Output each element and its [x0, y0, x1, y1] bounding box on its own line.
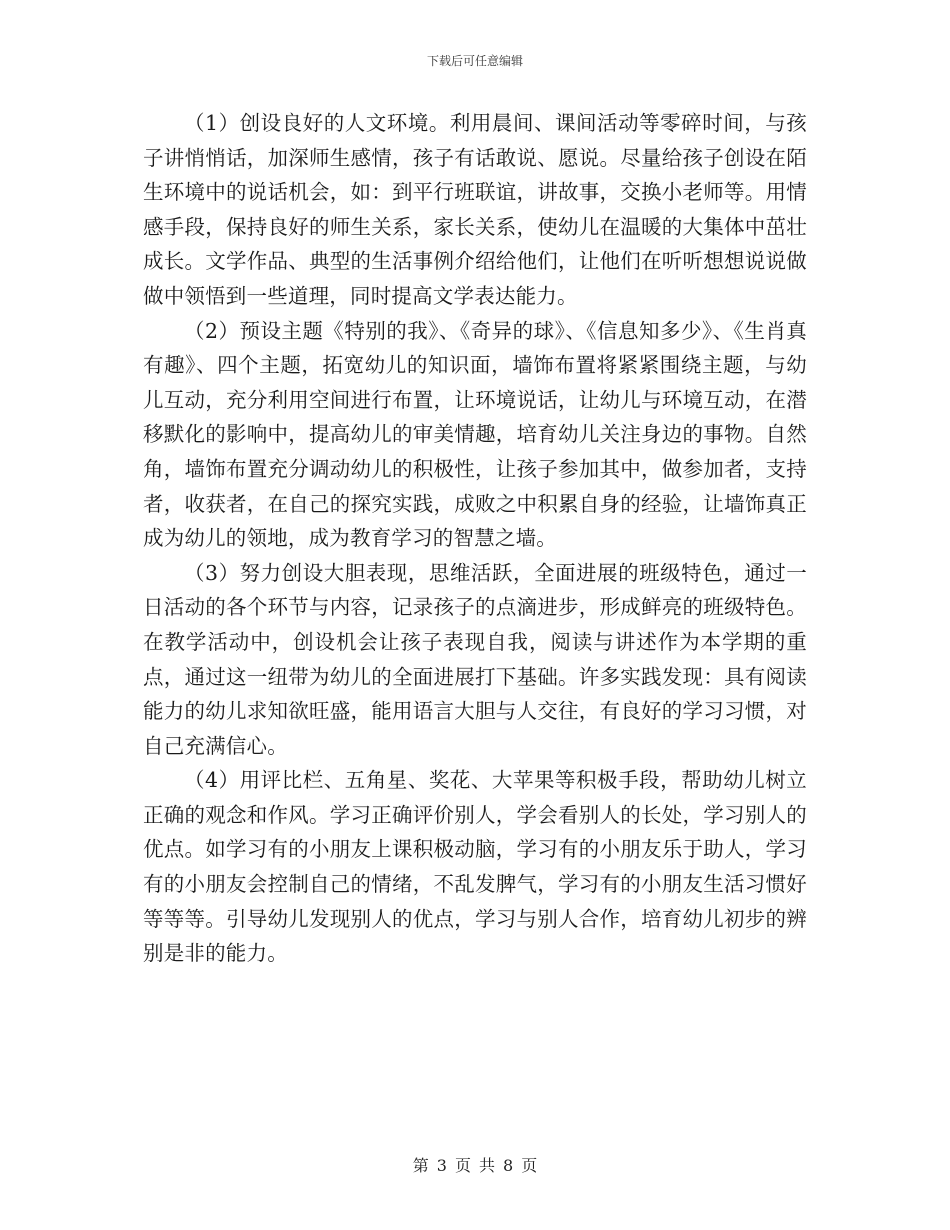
paragraph-2: （2）预设主题《特别的我》、《奇异的球》、《信息知多少》、《生肖真有趣》、四个主题，拓宽幼儿的知识面，墙饰布置将紧紧围绕主题，与幼儿互动，充分利用空间进行布置，让环境说话，让幼儿与环境互动，在潜移默化的影响中，提高幼儿的审美情趣，培育幼儿关注身边的事物。自然角，墙饰布置充分调动幼儿的积极性，让孩子参加其中，做参加者，支持者，收获者，在自己的探究实践，成败之中积累自身的经验，让墙饰真正成为幼儿的领地，成为教育学习的智慧之墙。 [143, 318, 807, 551]
paragraph-1: （1）创设良好的人文环境。利用晨间、课间活动等零碎时间，与孩子讲悄悄话，加深师生感情，孩子有话敢说、愿说。尽量给孩子创设在陌生环境中的说话机会，如：到平行班联谊，讲故事，交换小老师等。用情感手段，保持良好的师生关系，家长关系，使幼儿在温暖的大集体中茁壮成长。文学作品、典型的生活事例介绍给他们，让他们在听听想想说说做做中领悟到一些道理，同时提高文学表达能力。 [143, 111, 807, 308]
footer-current-page: 3 [436, 1156, 447, 1175]
footer-total-label: 共 [479, 1156, 496, 1175]
footer-page-label: 页 [454, 1156, 471, 1175]
footer-total-pages: 8 [503, 1156, 514, 1175]
footer-prefix: 第 [412, 1156, 429, 1175]
paragraph-4: （4）用评比栏、五角星、奖花、大苹果等积极手段，帮助幼儿树立正确的观念和作风。学习正确评价别人，学会看别人的长处，学习别人的优点。如学习有的小朋友上课积极动脑，学习有的小朋友乐于助人，学习有的小朋友会控制自己的情绪，不乱发脾气，学习有的小朋友生活习惯好等等等。引导幼儿发现别人的优点，学习与别人合作，培育幼儿初步的辨别是非的能力。 [143, 768, 807, 966]
page-header: 下载后可任意编辑 [426, 54, 523, 68]
paragraph-3: （3）努力创设大胆表现，思维活跃，全面进展的班级特色，通过一日活动的各个环节与内容，记录孩子的点滴进步，形成鲜亮的班级特色。在教学活动中，创设机会让孩子表现自我，阅读与讲述作为本学期的重点，通过这一纽带为幼儿的全面进展打下基础。许多实践发现：具有阅读能力的幼儿求知欲旺盛，能用语言大胆与人交往，有良好的学习习惯，对自己充满信心。 [143, 560, 807, 758]
page-footer [0, 1153, 950, 1176]
footer-suffix: 页 [521, 1156, 538, 1175]
document-body [143, 106, 807, 971]
